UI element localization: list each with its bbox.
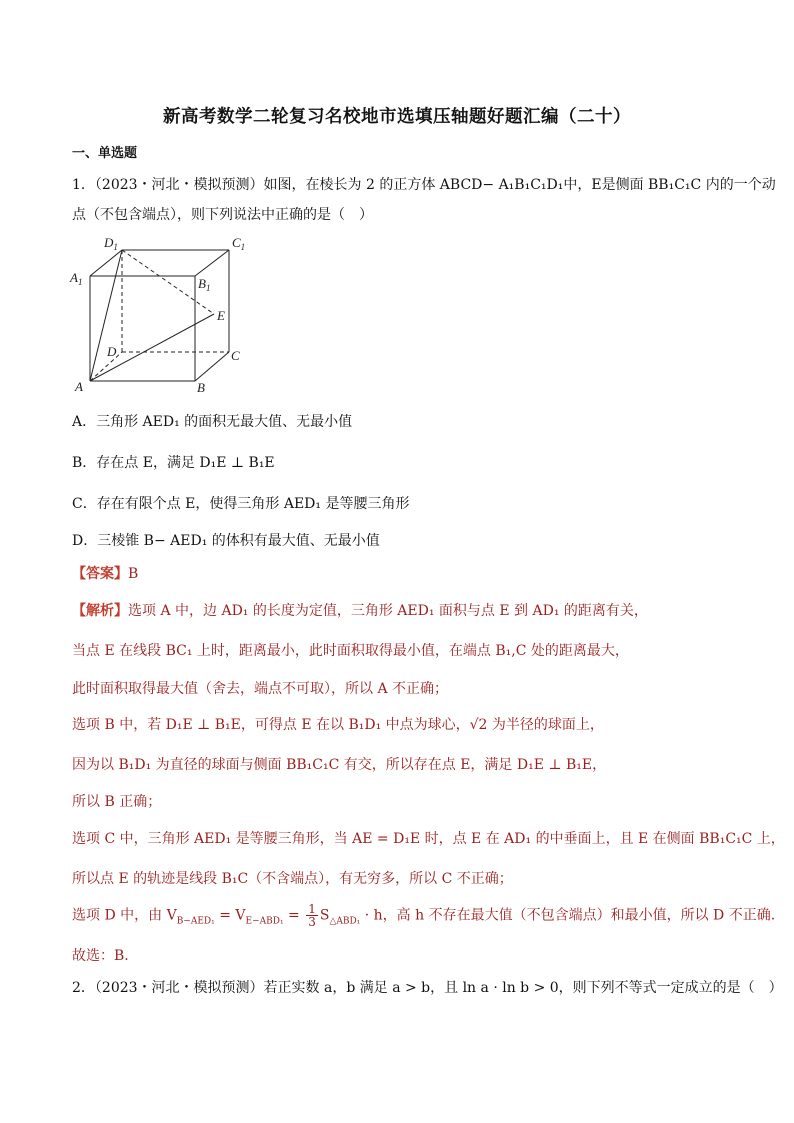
label-B: B: [197, 380, 205, 395]
segment-AD1: [90, 250, 122, 381]
label-C1: $C_1$: [232, 235, 246, 252]
fraction-denominator: 3: [308, 915, 316, 929]
conclusion: 故选：B.: [72, 948, 129, 964]
page-title: 新高考数学二轮复习名校地市选填压轴题好题汇编（二十）: [163, 107, 631, 127]
label-A1: $A_1$: [70, 270, 83, 287]
section-heading: 一、单选题: [72, 146, 138, 161]
area-sub: △ABD₁: [329, 916, 361, 927]
analysis-line-1: [72, 600, 648, 620]
question-1-stem-line1: 1．（2023・河北・模拟预测）如图，在棱长为 2 的正方体 ABCD− A₁B₁C₁D₁中，E是侧面 BB₁C₁C 内的一个动: [72, 177, 776, 193]
cube-figure: [66, 232, 256, 397]
analysis-line-8: 所以点 E 的轨迹是线段 B₁C（不含端点），有无穷多，所以 C 不正确；: [72, 871, 513, 887]
answer-tag: 【答案】: [72, 566, 128, 582]
edge-B1C1: [195, 250, 229, 276]
analysis-d-post: · h，高 h 不存在最大值（不包含端点）和最小值，所以 D 不正确.: [360, 907, 776, 924]
fraction-one-third: [306, 903, 318, 928]
analysis-line-6: 所以 B 正确；: [72, 794, 162, 810]
option-a: A．三角形 AED₁ 的面积无最大值、无最小值: [72, 414, 353, 430]
analysis-d-pre: 选项 D 中，由 V: [72, 907, 177, 924]
volume-sub-2: E−ABD₁: [245, 916, 284, 927]
label-D: D: [107, 344, 117, 359]
option-b: B．存在点 E，满足 D₁E ⊥ B₁E: [72, 455, 275, 471]
label-A: A: [75, 379, 83, 394]
analysis-line-2: 当点 E 在线段 BC₁ 上时，距离最小，此时面积取得最小值，在端点 B₁,C 处的距离最大，: [72, 643, 629, 659]
question-2-stem: 2．（2023・河北・模拟预测）若正实数 a，b 满足 a > b，且 ln a · ln b > 0，则下列不等式一定成立的是（ ）: [72, 980, 783, 996]
volume-sub-1: B−AED₁: [176, 916, 215, 927]
analysis-line-5: 因为以 B₁D₁ 为直径的球面与侧面 BB₁C₁C 有交，所以存在点 E，满足 D₁E ⊥ B₁E，: [72, 757, 607, 773]
area-symbol: S: [319, 907, 330, 924]
fraction-numerator: 1: [308, 902, 316, 916]
edge-BC: [195, 352, 229, 381]
question-1-stem-line2: 点（不包含端点），则下列说法中正确的是（ ）: [72, 207, 373, 223]
analysis-line-7: 选项 C 中，三角形 AED₁ 是等腰三角形，当 AE = D₁E 时，点 E 在 AD₁ 的中垂面上，且 E 在侧面 BB₁C₁C 上，: [72, 831, 785, 847]
answer-value: B: [128, 566, 139, 582]
option-c: C．存在有限个点 E，使得三角形 AED₁ 是等腰三角形: [72, 496, 410, 512]
label-C: C: [231, 348, 240, 363]
label-E: E: [217, 308, 225, 323]
answer-line: [72, 563, 138, 583]
analysis-text-1: 选项 A 中，边 AD₁ 的长度为定值，三角形 AED₁ 面积与点 E 到 AD₁ 的距离有关，: [128, 603, 648, 619]
analysis-line-9: [72, 903, 775, 928]
edge-A1D1: [90, 250, 122, 276]
analysis-line-4: 选项 B 中，若 D₁E ⊥ B₁E，可得点 E 在以 B₁D₁ 中点为球心，√2 为半径的球面上，: [72, 717, 604, 733]
analysis-line-3: 此时面积取得最大值（舍去，端点不可取），所以 A 不正确；: [72, 681, 449, 697]
label-B1: $B_1$: [198, 276, 211, 293]
label-D1: $D_1$: [104, 235, 118, 252]
analysis-d-eq: = V: [214, 907, 246, 924]
analysis-d-eq2: =: [283, 907, 305, 924]
option-d: D．三棱锥 B− AED₁ 的体积有最大值、无最小值: [72, 533, 380, 549]
analysis-tag: 【解析】: [72, 603, 128, 619]
